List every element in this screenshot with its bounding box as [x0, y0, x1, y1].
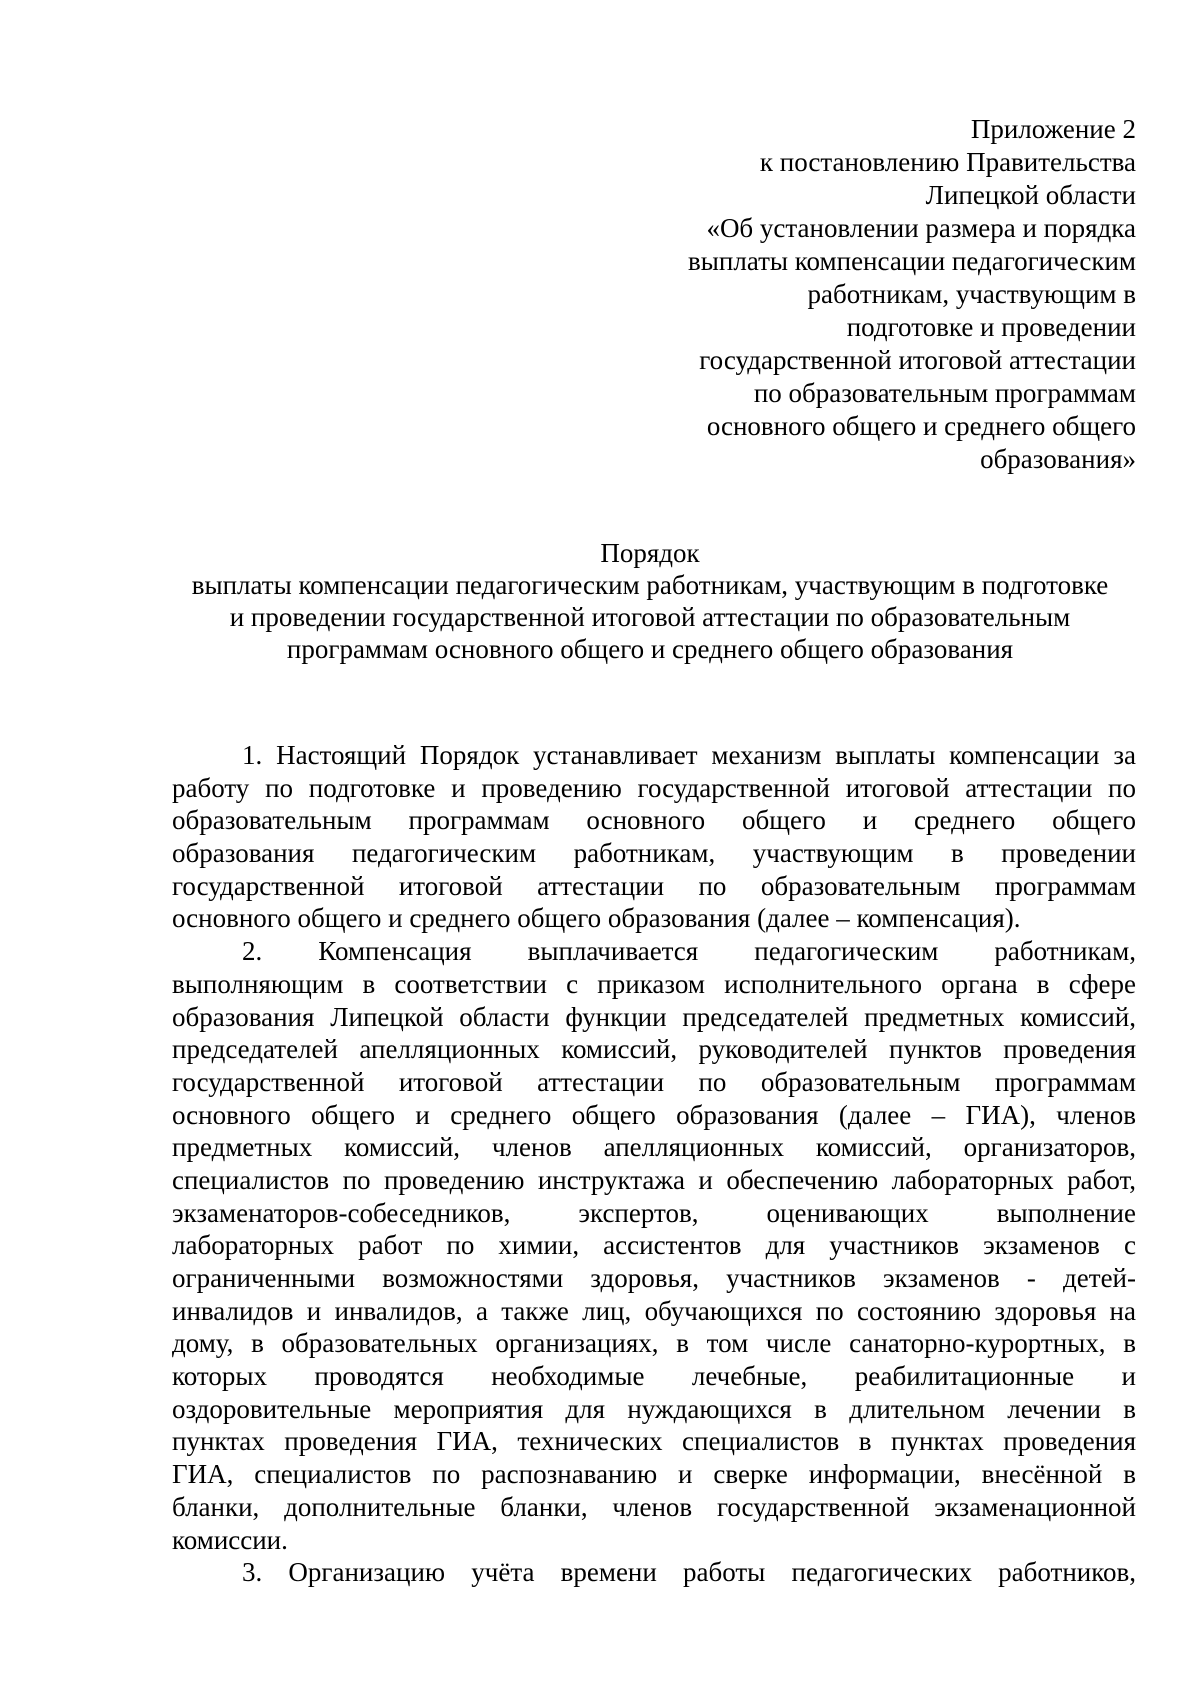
paragraph-2-line: ограниченными возможностями здоровья, участников экзаменов - детей-: [172, 1263, 1136, 1293]
paragraph-2-line: оздоровительные мероприятия для нуждающихся в длительном лечении в: [172, 1393, 1136, 1424]
appendix-line: работникам, участвующим в: [807, 279, 1136, 309]
paragraph-1-line: основного общего и среднего общего образования (далее – компенсация).: [172, 903, 1021, 934]
appendix-line: по образовательным программам: [753, 378, 1136, 408]
paragraph-2-line: дому, в образовательных организациях, в том числе санаторно-курортных, в: [172, 1328, 1136, 1359]
paragraph-2-line: специалистов по проведению инструктажа и обеспечению лабораторных работ,: [172, 1164, 1136, 1195]
paragraph-2-line: ГИА, специалистов по распознаванию и сверке информации, внесённой в: [172, 1459, 1136, 1490]
appendix-line: Липецкой области: [925, 180, 1136, 210]
appendix-line: государственной итоговой аттестации: [699, 345, 1136, 375]
paragraph-1-line: образовательным программам основного общего и среднего общего: [172, 805, 1136, 836]
paragraph-2-line: выполняющим в соответствии с приказом исполнительного органа в сфере: [172, 968, 1136, 999]
appendix-line: выплаты компенсации педагогическим: [688, 246, 1136, 276]
paragraph-2-line: предметных комиссий, членов апелляционных комиссий, организаторов,: [172, 1132, 1136, 1163]
paragraph-2-line: 2. Компенсация выплачивается педагогическим работникам,: [242, 936, 1136, 967]
appendix-line: подготовке и проведении: [846, 312, 1136, 342]
paragraph-2-line: пунктах проведения ГИА, технических специалистов в пунктах проведения: [172, 1426, 1136, 1457]
appendix-line: к постановлению Правительства: [759, 147, 1136, 177]
paragraph-1-line: работу по подготовке и проведению государственной итоговой аттестации по: [172, 772, 1136, 803]
title-line: и проведении государственной итоговой аттестации по образовательным: [229, 602, 1071, 632]
paragraph-1-line: образования педагогическим работникам, участвующим в проведении: [172, 838, 1136, 869]
appendix-line: Приложение 2: [970, 114, 1136, 144]
paragraph-2-line: государственной итоговой аттестации по образовательным программам: [172, 1066, 1136, 1097]
paragraph-2-line: лабораторных работ по химии, ассистентов для участников экзаменов с: [172, 1230, 1136, 1261]
paragraph-2-line: образования Липецкой области функции председателей предметных комиссий,: [172, 1001, 1136, 1032]
paragraph-2-line: председателей апелляционных комиссий, руководителей пунктов проведения: [172, 1034, 1136, 1065]
paragraph-1-line: 1. Настоящий Порядок устанавливает механизм выплаты компенсации за: [242, 740, 1136, 770]
appendix-line: основного общего и среднего общего: [706, 411, 1136, 441]
paragraph-2-line: инвалидов и инвалидов, а также лиц, обучающихся по состоянию здоровья на: [172, 1295, 1136, 1326]
document-title: [165, 537, 1135, 665]
appendix-header: [620, 113, 1136, 476]
appendix-line: «Об установлении размера и порядка: [706, 213, 1136, 243]
paragraph-1-line: государственной итоговой аттестации по образовательным программам: [172, 870, 1136, 901]
paragraph-2-line: комиссии.: [172, 1524, 288, 1555]
paragraph-2-line: основного общего и среднего общего образования (далее – ГИА), членов: [172, 1099, 1136, 1130]
appendix-line: образования»: [980, 444, 1136, 474]
title-line: программам основного общего и среднего общего образования: [286, 634, 1014, 664]
document-body: [172, 739, 1136, 1589]
paragraph-3-line: 3. Организацию учёта времени работы педагогических работников,: [242, 1557, 1136, 1588]
title-line: выплаты компенсации педагогическим работникам, участвующим в подготовке: [191, 570, 1109, 600]
title-heading: Порядок: [600, 538, 700, 568]
paragraph-2-line: которых проводятся необходимые лечебные, реабилитационные и: [172, 1361, 1136, 1392]
paragraph-2-line: бланки, дополнительные бланки, членов государственной экзаменационной: [172, 1491, 1136, 1522]
paragraph-2-line: экзаменаторов-собеседников, экспертов, оценивающих выполнение: [172, 1197, 1136, 1228]
